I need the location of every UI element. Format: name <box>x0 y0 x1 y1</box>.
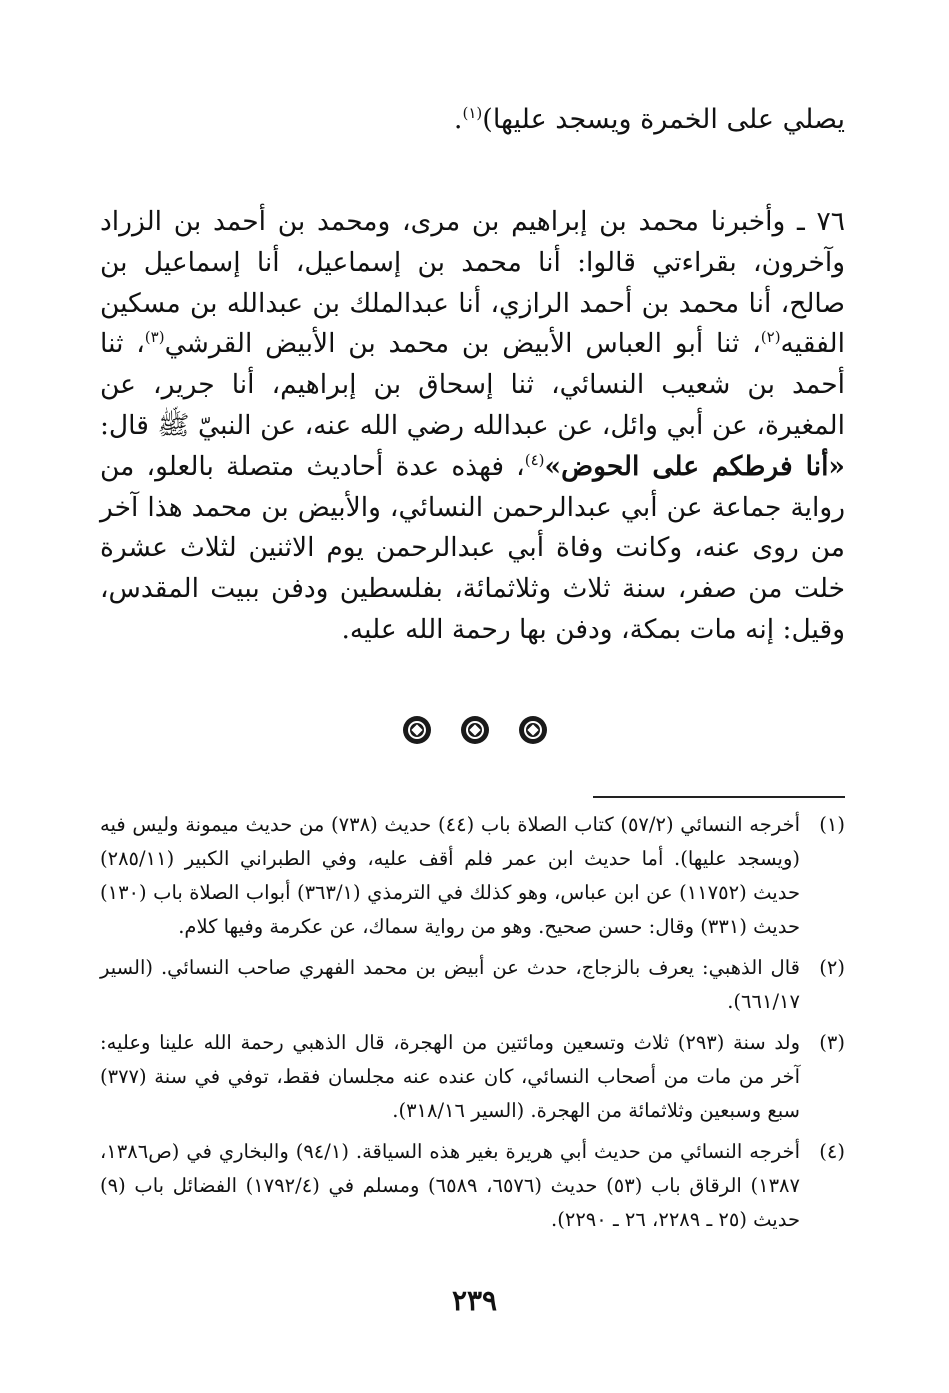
footnote-text: ولد سنة (٢٩٣) ثلاث وتسعين ومائتين من الهجرة، قال الذهبي رحمة الله علينا وعليه: آخر من مات من أصحاب النسائي، كان عنده عنه مجلسان فقط، توفي في سنة (٣٧٧) سبع وسبعين وثلاثمائة من الهجرة. (السير ٣١٨/١٦). <box>100 1031 801 1122</box>
footnote-number: (١) <box>819 813 845 836</box>
footnote-ref: (١) <box>462 104 483 122</box>
main-paragraph <box>100 202 845 651</box>
footnote-item <box>100 1026 845 1128</box>
opening-line-text: يصلي على الخمرة ويسجد عليها) <box>482 104 845 135</box>
section-divider <box>0 716 949 744</box>
footnote-text: قال الذهبي: يعرف بالزجاج، حدث عن أبيض بن محمد الفهري صاحب النسائي. (السير ٦٦١/١٧). <box>100 956 800 1013</box>
footnotes <box>100 808 845 1244</box>
opening-line <box>100 98 845 142</box>
footnote-ref: (٣) <box>144 328 165 347</box>
footnote-item <box>100 1135 845 1237</box>
opening-line-end: . <box>453 104 463 135</box>
paragraph-text: ، فهذه عدة أحاديث متصلة بالعلو، من رواية جماعة عن أبي عبدالرحمن النسائي، والأبيض بن محمد هذا آخر من روى عنه، وكانت وفاة أبي عبدالرحمن يوم الاثنين لثلاث عشرة خلت من صفر، سنة ثلاث وثلاثمائة، بفلسطين ودفن ببيت المقدس، وقيل: إنه مات بمكة، ودفن بها رحمة الله عليه. <box>100 450 845 645</box>
footnote-number: (٢) <box>819 956 845 979</box>
footnote-item <box>100 808 845 944</box>
footnote-text: أخرجه النسائي من حديث أبي هريرة بغير هذه السياقة. (٩٤/١) والبخاري في (ص١٣٨٦، ١٣٨٧) الرقاق باب (٥٣) حديث (٦٥٧٦، ٦٥٨٩) ومسلم في (١٧٩٢/٤) الفضائل باب (٩) حديث (٢٥ ـ ٢٢٨٩، ٢٦ ـ ٢٢٩٠). <box>100 1140 800 1231</box>
hadith-quote: «أنا فرطكم على الحوض» <box>544 450 845 482</box>
ornament-icon <box>519 716 547 744</box>
page-number: ٢٣٩ <box>451 1284 498 1317</box>
footnote-ref: (٢) <box>760 328 781 347</box>
footnote-number: (٤) <box>819 1140 845 1163</box>
footnote-item <box>100 951 845 1019</box>
paragraph-text: ، ثنا أبو العباس الأبيض بن محمد بن الأبيض القرشي <box>164 328 761 360</box>
paragraph-text: ، ثنا أحمد بن شعيب النسائي، ثنا إسحاق بن إبراهيم، أنا جرير، عن المغيرة، عن أبي وائل، عن عبدالله رضي الله عنه، عن النبيّ ﷺ قال: <box>100 328 845 441</box>
footnote-text: أخرجه النسائي (٥٧/٢) كتاب الصلاة باب (٤٤) حديث (٧٣٨) من حديث ميمونة وليس فيه (ويسجد عليها). أما حديث ابن عمر فلم أقف عليه، وفي الطبراني الكبير (٢٨٥/١١) حديث (١١٧٥٢) عن ابن عباس، وهو كذلك في الترمذي (٣٦٣/١) أبواب الصلاة باب (١٣٠) حديث (٣٣١) وقال: حسن صحيح. وهو من رواية سماك، عن عكرمة وفيها كلام. <box>100 813 800 938</box>
footnote-separator <box>593 796 845 798</box>
footnote-number: (٣) <box>819 1031 845 1054</box>
ornament-icon <box>403 716 431 744</box>
paragraph-text: ٧٦ ـ وأخبرنا محمد بن إبراهيم بن مرى، ومحمد بن أحمد بن الزراد وآخرون، بقراءتي قالوا: أنا محمد بن إسماعيل، أنا إسماعيل بن صالح، أنا محمد بن أحمد الرازي، أنا عبدالملك بن عبدالله بن مسكين الفقيه <box>100 206 845 360</box>
ornament-icon <box>461 716 489 744</box>
footnote-ref: (٤) <box>524 450 545 469</box>
